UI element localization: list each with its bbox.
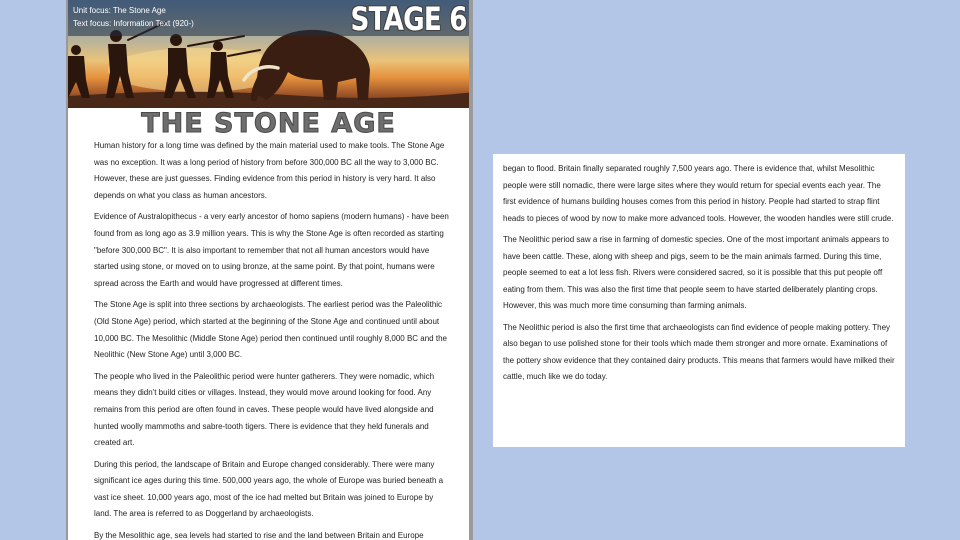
paragraph: The Stone Age is split into three sections by archaeologists. The earliest period was the Paleolithic (Old Stone Age) period, which started at the beginning of the Stone Age and continued until about 10,000 BC. The Mesolithic (Middle Stone Age) period then continued until roughly 8,000 BC and the Neolithic (New Stone Age) until 3,000 BC. <box>94 300 447 360</box>
unit-focus-label: Unit focus: The Stone Age <box>73 6 166 15</box>
text-focus-label: Text focus: Information Text (920-) <box>73 19 194 28</box>
banner-image <box>68 0 469 108</box>
paragraph: Human history for a long time was defined by the main material used to make tools. The Stone Age was no exception. It was a long period of history from before 300,000 BC all the way to 3,000 BC. However, these are just guesses. Finding evidence from this period in history is very hard. It also depends on what you class as human ancestors. <box>94 141 445 200</box>
paragraph: The Neolithic period saw a rise in farming of domestic species. One of the most important animals appears to have been cattle. These, along with sheep and pigs, seem to be the main animals farmed. During this time, people seemed to eat a lot less fish. Rivers were considered sacred, so it is possible that this put people off eating from them. This was also the first time that people seem to have started deliberately planting crops. However, this was much more time consuming than farming animals. <box>503 235 889 310</box>
paragraph: began to flood. Britain finally separated roughly 7,500 years ago. There is evidence that, whilst Mesolithic people were still nomadic, there were large sites where they would return for special events each year. The first evidence of humans building houses comes from this period in history. People had started to strap flint heads to pieces of wood by now to make more advanced tools. However, the wooden handles were still crude. <box>503 164 894 223</box>
document-title: THE STONE AGE <box>141 108 396 139</box>
worksheet-page-2 <box>493 154 905 447</box>
stage-badge: STAGE 6 <box>350 0 467 38</box>
paragraph: The Neolithic period is also the first time that archaeologists can find evidence of people making pottery. They also began to use polished stone for their tools which made them stronger and more ornate. Examinations of the pottery show evidence that they contained dairy products. This means that farmers would have milked their cattle, much like we do today. <box>503 322 895 381</box>
paragraph: By the Mesolithic age, sea levels had started to rise and the land between Britain and Europe <box>94 531 424 540</box>
paragraph: Evidence of Australopithecus - a very early ancestor of homo sapiens (modern humans) - have been found from as long ago as 3.9 million years. This is why the Stone Age is often recorded as starting "before 300,000 BC". It is also important to remember that not all human ancestors would have started using stone, or moved on to using bronze, at the same point. By that point, humans were spread across the Earth and would have progressed at different times. <box>94 212 449 288</box>
page-1-body <box>94 138 449 540</box>
paragraph: During this period, the landscape of Britain and Europe changed considerably. There were many significant ice ages during this time. 500,000 years ago, the whole of Europe was buried beneath a vast ice sheet. 10,000 years ago, most of the ice had melted but Britain was joined to Europe by land. The area is referred to as Doggerland by archaeologists. <box>94 459 444 519</box>
worksheet-page-1 <box>66 0 473 540</box>
paragraph: The people who lived in the Paleolithic period were hunter gatherers. They were nomadic, which means they didn't build cities or villages. Instead, they would move around looking for food. Any remains from this period are often found in caves. These people would have lived alongside and hunted woolly mammoths and sabre-tooth tigers. There is evidence that they held funerals and created art. <box>94 371 435 448</box>
